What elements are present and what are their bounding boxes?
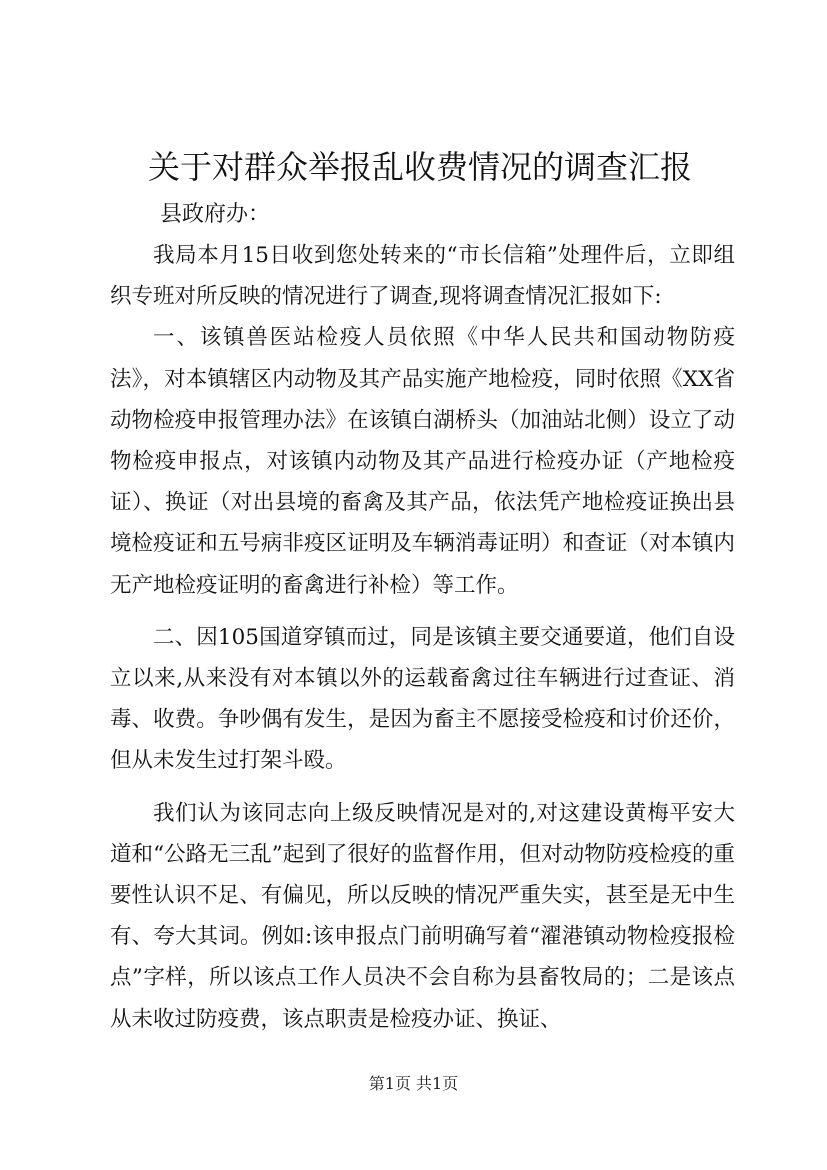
document-body: [110, 235, 735, 1040]
paragraph-two: 二、因105国道穿镇而过，同是该镇主要交通要道，他们自设立以来,从来没有对本镇以外的运载畜禽过往车辆进行过查证、消毒、收费。争吵偶有发生，是因为畜主不愿接受检疫和讨价还价，但从未发生过打架斗殴。: [110, 624, 735, 774]
paragraph-one: 一、该镇兽医站检疫人员依照《中华人民共和国动物防疫法》，对本镇辖区内动物及其产品实施产地检疫，同时依照《XX省动物检疫申报管理办法》在该镇白湖桥头（加油站北侧）设立了动物检疫申报点，对该镇内动物及其产品进行检疫办证（产地检疫证）、换证（对出县境的畜禽及其产品，依法凭产地检疫证换出县境检疫证和五号病非疫区证明及车辆消毒证明）和查证（对本镇内无产地检疫证明的畜禽进行补检）等工作。: [110, 325, 735, 598]
addressee: 县政府办：: [160, 202, 271, 227]
page-footer: 第1页 共1页: [368, 1074, 459, 1093]
document-title: 关于对群众举报乱收费情况的调查汇报: [147, 148, 692, 186]
paragraph-opinion: 我们认为该同志向上级反映情况是对的,对这建设黄梅平安大道和“公路无三乱”起到了很好的监督作用，但对动物防疫检疫的重要性认识不足、有偏见，所以反映的情况严重失实，甚至是无中生有、夸大其词。例如:该申报点门前明确写着“濯港镇动物检疫报检点”字样，所以该点工作人员决不会自称为县畜牧局的；二是该点从未收过防疫费，该点职责是检疫办证、换证、: [110, 800, 735, 1032]
paragraph-intro: 我局本月15日收到您处转来的“市长信箱”处理件后，立即组织专班对所反映的情况进行了调查,现将调查情况汇报如下:: [110, 243, 735, 310]
